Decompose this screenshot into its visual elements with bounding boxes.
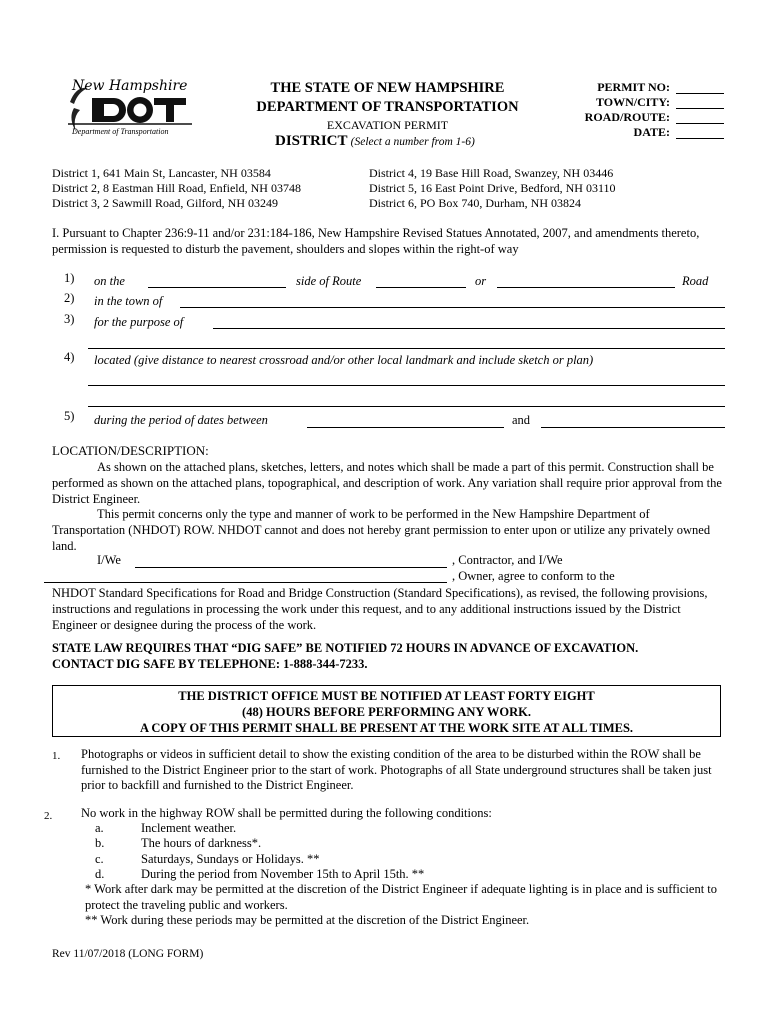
condition-2-text: No work in the highway ROW shall be permitted during the following conditions: bbox=[81, 806, 492, 820]
and-label: and bbox=[512, 413, 531, 427]
owner-label: , Owner, agree to conform to the bbox=[452, 569, 615, 583]
condition-2c-letter: c. bbox=[95, 852, 104, 866]
district-6-address: District 6, PO Box 740, Durham, NH 03824 bbox=[369, 196, 581, 210]
town-field[interactable] bbox=[180, 307, 725, 308]
period-label: during the period of dates between bbox=[94, 413, 268, 427]
location-para-2: This permit concerns only the type and manner of work to be performed in the New Hampshire Department of Transportation (NHDOT) ROW. NHDOT cannot and does not hereby grant permission to enter upon or utilize any privately owned land. bbox=[52, 507, 711, 553]
district-4-address: District 4, 19 Base Hill Road, Swanzey, NH 03446 bbox=[369, 166, 614, 180]
purpose-field-line-2[interactable] bbox=[88, 348, 725, 349]
district-note: (Select a number from 1-6) bbox=[350, 136, 475, 148]
located-label: located (give distance to nearest crossroad and/or other local landmark and include sketch or plan) bbox=[94, 353, 594, 367]
note-after-dark-text: * Work after dark may be permitted at the discretion of the District Engineer if adequate lighting is in place and is sufficient to protect the traveling public and workers. bbox=[85, 882, 718, 912]
date-field[interactable] bbox=[676, 138, 724, 139]
intro-paragraph: I. Pursuant to Chapter 236:9-11 and/or 231:184-186, New Hampshire Revised Statues Annotated, 2007, and amendments thereto, permission is requested to disturb the pavement, shoulders and slopes within the right-of way bbox=[52, 226, 700, 256]
district-3-address: District 3, 2 Sawmill Road, Gilford, NH 03249 bbox=[52, 196, 278, 210]
notice-line-2: (48) HOURS BEFORE PERFORMING ANY WORK. bbox=[242, 705, 531, 719]
purpose-label: for the purpose of bbox=[94, 315, 184, 329]
start-date-field[interactable] bbox=[307, 427, 504, 428]
side-of-route-label: side of Route bbox=[296, 274, 362, 288]
condition-1-text: Photographs or videos in sufficient detail to show the existing condition of the area to be disturbed within the ROW shall be furnished to the District Engineer prior to the start of work. Photographs of all State underground structures shall be taken just prior to backfill and furnished to the District Engineer. bbox=[81, 747, 712, 792]
district-1-address: District 1, 641 Main St, Lancaster, NH 03584 bbox=[52, 166, 271, 180]
condition-1-number: 1. bbox=[52, 750, 61, 762]
purpose-field[interactable] bbox=[213, 328, 725, 329]
specifications-paragraph: NHDOT Standard Specifications for Road and Bridge Construction (Standard Specifications), as revised, the following provisions, instructions and regulations in processing the work under this request, and to any additional instructions issued by the District Engineer or designee during the process of the work. bbox=[52, 586, 708, 632]
condition-2a-text: Inclement weather. bbox=[141, 821, 237, 835]
condition-2d-letter: d. bbox=[95, 867, 105, 881]
location-field-line-2[interactable] bbox=[88, 406, 725, 407]
permit-no-field[interactable] bbox=[676, 93, 724, 94]
district-label: DISTRICT bbox=[275, 133, 348, 149]
condition-2d-text: During the period from November 15th to April 15th. ** bbox=[141, 867, 425, 881]
digsafe-line-2: CONTACT DIG SAFE BY TELEPHONE: 1-888-344-7233. bbox=[52, 657, 368, 671]
owner-field[interactable] bbox=[44, 582, 447, 583]
logo-dept-text: Department of Transportation bbox=[72, 127, 169, 136]
header-permit-type: EXCAVATION PERMIT bbox=[326, 118, 449, 132]
or-label: or bbox=[475, 274, 487, 288]
location-field-line-1[interactable] bbox=[88, 385, 725, 386]
road-field[interactable] bbox=[497, 287, 675, 288]
district-list-right bbox=[369, 166, 616, 211]
revision-footer: Rev 11/07/2018 (LONG FORM) bbox=[52, 948, 204, 960]
district-5-address: District 5, 16 East Point Drive, Bedford, NH 03110 bbox=[369, 181, 616, 195]
road-label: Road bbox=[682, 274, 709, 288]
road-route-label: ROAD/ROUTE: bbox=[584, 110, 670, 124]
town-label: in the town of bbox=[94, 294, 163, 308]
note-periods: ** Work during these periods may be permitted at the discretion of the District Engineer. bbox=[85, 913, 530, 927]
side-field[interactable] bbox=[148, 287, 286, 288]
location-para-1: As shown on the attached plans, sketches, letters, and notes which shall be made a part of this permit. Construction shall be performed as shown on the attached plans, topographical, and description of work. Any variation shall require prior approval from the District Engineer. bbox=[52, 460, 722, 506]
digsafe-line-1: STATE LAW REQUIRES THAT “DIG SAFE” BE NOTIFIED 72 HOURS IN ADVANCE OF EXCAVATION. bbox=[52, 641, 639, 655]
district-notice-box bbox=[52, 685, 721, 737]
permit-no-label: PERMIT NO: bbox=[597, 80, 670, 94]
condition-2a-letter: a. bbox=[95, 821, 104, 835]
condition-2b-text: The hours of darkness*. bbox=[141, 836, 262, 850]
condition-2-number: 2. bbox=[44, 810, 53, 822]
item-4-number: 4) bbox=[64, 350, 75, 364]
notice-line-1: THE DISTRICT OFFICE MUST BE NOTIFIED AT LEAST FORTY EIGHT bbox=[178, 689, 595, 703]
header-state: THE STATE OF NEW HAMPSHIRE bbox=[270, 80, 505, 96]
nhdot-logo bbox=[64, 78, 200, 144]
header-department: DEPARTMENT OF TRANSPORTATION bbox=[256, 99, 519, 115]
contractor-label: , Contractor, and I/We bbox=[452, 553, 563, 567]
item-2-number: 2) bbox=[64, 291, 75, 305]
on-the-label: on the bbox=[94, 274, 125, 288]
item-5-number: 5) bbox=[64, 409, 75, 423]
condition-2b-letter: b. bbox=[95, 836, 105, 850]
road-route-field[interactable] bbox=[676, 123, 724, 124]
end-date-field[interactable] bbox=[541, 427, 725, 428]
date-label: DATE: bbox=[633, 125, 670, 139]
notice-line-3: A COPY OF THIS PERMIT SHALL BE PRESENT AT THE WORK SITE AT ALL TIMES. bbox=[139, 721, 634, 735]
item-3-number: 3) bbox=[64, 312, 75, 326]
route-field[interactable] bbox=[376, 287, 466, 288]
note-after-dark bbox=[85, 882, 725, 913]
iwe-label: I/We bbox=[97, 553, 121, 567]
district-2-address: District 2, 8 Eastman Hill Road, Enfield, NH 03748 bbox=[52, 181, 301, 195]
logo-state-text: New Hampshire bbox=[72, 78, 188, 94]
town-city-label: TOWN/CITY: bbox=[595, 95, 670, 109]
district-list-left bbox=[52, 166, 301, 211]
town-city-field[interactable] bbox=[676, 108, 724, 109]
location-heading: LOCATION/DESCRIPTION: bbox=[52, 443, 209, 458]
district-title bbox=[275, 133, 475, 150]
condition-2c-text: Saturdays, Sundays or Holidays. ** bbox=[141, 852, 320, 866]
contractor-field[interactable] bbox=[135, 567, 447, 568]
item-1-number: 1) bbox=[64, 271, 75, 285]
